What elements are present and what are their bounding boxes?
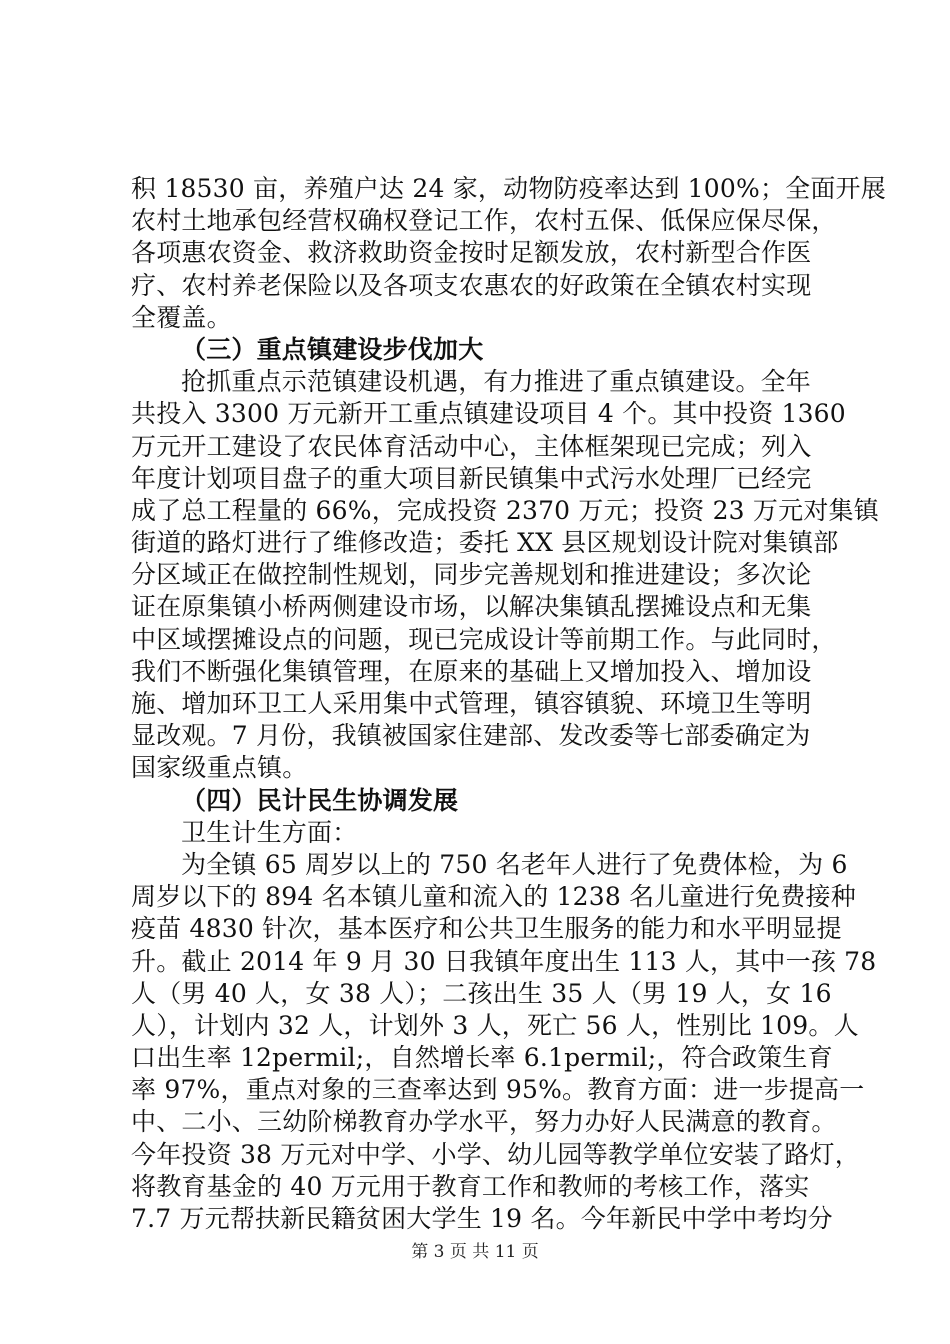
paragraph-line: 周岁以下的 894 名本镇儿童和流入的 1238 名儿童进行免费接种 [131,882,856,912]
paragraph-line: 万元开工建设了农民体育活动中心，主体框架现已完成；列入 [131,431,812,461]
paragraph-line: 今年投资 38 万元对中学、小学、幼儿园等教学单位安装了路灯， [131,1139,860,1169]
paragraph-line: 卫生计生方面： [181,817,358,847]
paragraph-line: 各项惠农资金、救济救助资金按时足额发放，农村新型合作医 [131,238,812,268]
paragraph-line: 年度计划项目盘子的重大项目新民镇集中式污水处理厂已经完 [131,463,812,493]
document-body [131,173,886,1235]
paragraph-line: 积 18530 亩，养殖户达 24 家，动物防疫率达到 100%；全面开展 [131,174,886,203]
paragraph-line: 疗、农村养老保险以及各项支农惠农的好政策在全镇农村实现 [131,270,812,300]
paragraph-line: 证在原集镇小桥两侧建设市场，以解决集镇乱摆摊设点和无集 [131,592,812,622]
paragraph-line: 7.7 万元帮扶新民籍贫困大学生 19 名。今年新民中学中考均分 [131,1204,833,1233]
paragraph-line: 将教育基金的 40 万元用于教育工作和教师的考核工作，落实 [131,1171,810,1201]
paragraph-line: 口出生率 12permil;，自然增长率 6.1permil;，符合政策生育 [131,1043,833,1073]
paragraph-line: 升。截止 2014 年 9 月 30 日我镇年度出生 113 人，其中一孩 78 [131,946,877,976]
paragraph-line: 成了总工程量的 66%，完成投资 2370 万元；投资 23 万元对集镇 [131,495,879,525]
paragraph-line: 全覆盖。 [131,302,232,332]
paragraph-line: 人），计划内 32 人，计划外 3 人，死亡 56 人，性别比 109。人 [131,1010,859,1040]
paragraph-line: 显改观。7 月份，我镇被国家住建部、发改委等七部委确定为 [131,721,811,751]
page-footer: 第 3 页 共 11 页 [411,1242,539,1262]
paragraph-line: 共投入 3300 万元新开工重点镇建设项目 4 个。其中投资 1360 [131,399,846,429]
paragraph-line: 国家级重点镇。 [131,753,308,783]
section-heading: （四）民计民生协调发展 [181,785,459,815]
section-heading: （三）重点镇建设步伐加大 [181,334,484,364]
paragraph-line: 我们不断强化集镇管理，在原来的基础上又增加投入、增加设 [131,656,812,686]
paragraph-line: 率 97%，重点对象的三查率达到 95%。教育方面：进一步提高一 [131,1075,865,1105]
paragraph-line: 抢抓重点示范镇建设机遇，有力推进了重点镇建设。全年 [181,367,812,397]
paragraph-line: 施、增加环卫工人采用集中式管理，镇容镇貌、环境卫生等明 [131,689,812,718]
paragraph-line: 为全镇 65 周岁以上的 750 名老年人进行了免费体检，为 6 [181,849,848,879]
paragraph-line: 中区域摆摊设点的问题，现已完成设计等前期工作。与此同时， [131,624,837,654]
paragraph-line: 分区域正在做控制性规划，同步完善规划和推进建设；多次论 [131,560,812,590]
paragraph-line: 疫苗 4830 针次，基本医疗和公共卫生服务的能力和水平明显提 [131,914,842,944]
paragraph-line: 中、二小、三幼阶梯教育办学水平，努力办好人民满意的教育。 [131,1107,837,1137]
paragraph-line: 人（男 40 人，女 38 人）；二孩出生 35 人（男 19 人，女 16 [131,978,832,1008]
paragraph-line: 农村土地承包经营权确权登记工作，农村五保、低保应保尽保， [131,206,837,236]
paragraph-line: 街道的路灯进行了维修改造；委托 XX 县区规划设计院对集镇部 [131,528,839,558]
